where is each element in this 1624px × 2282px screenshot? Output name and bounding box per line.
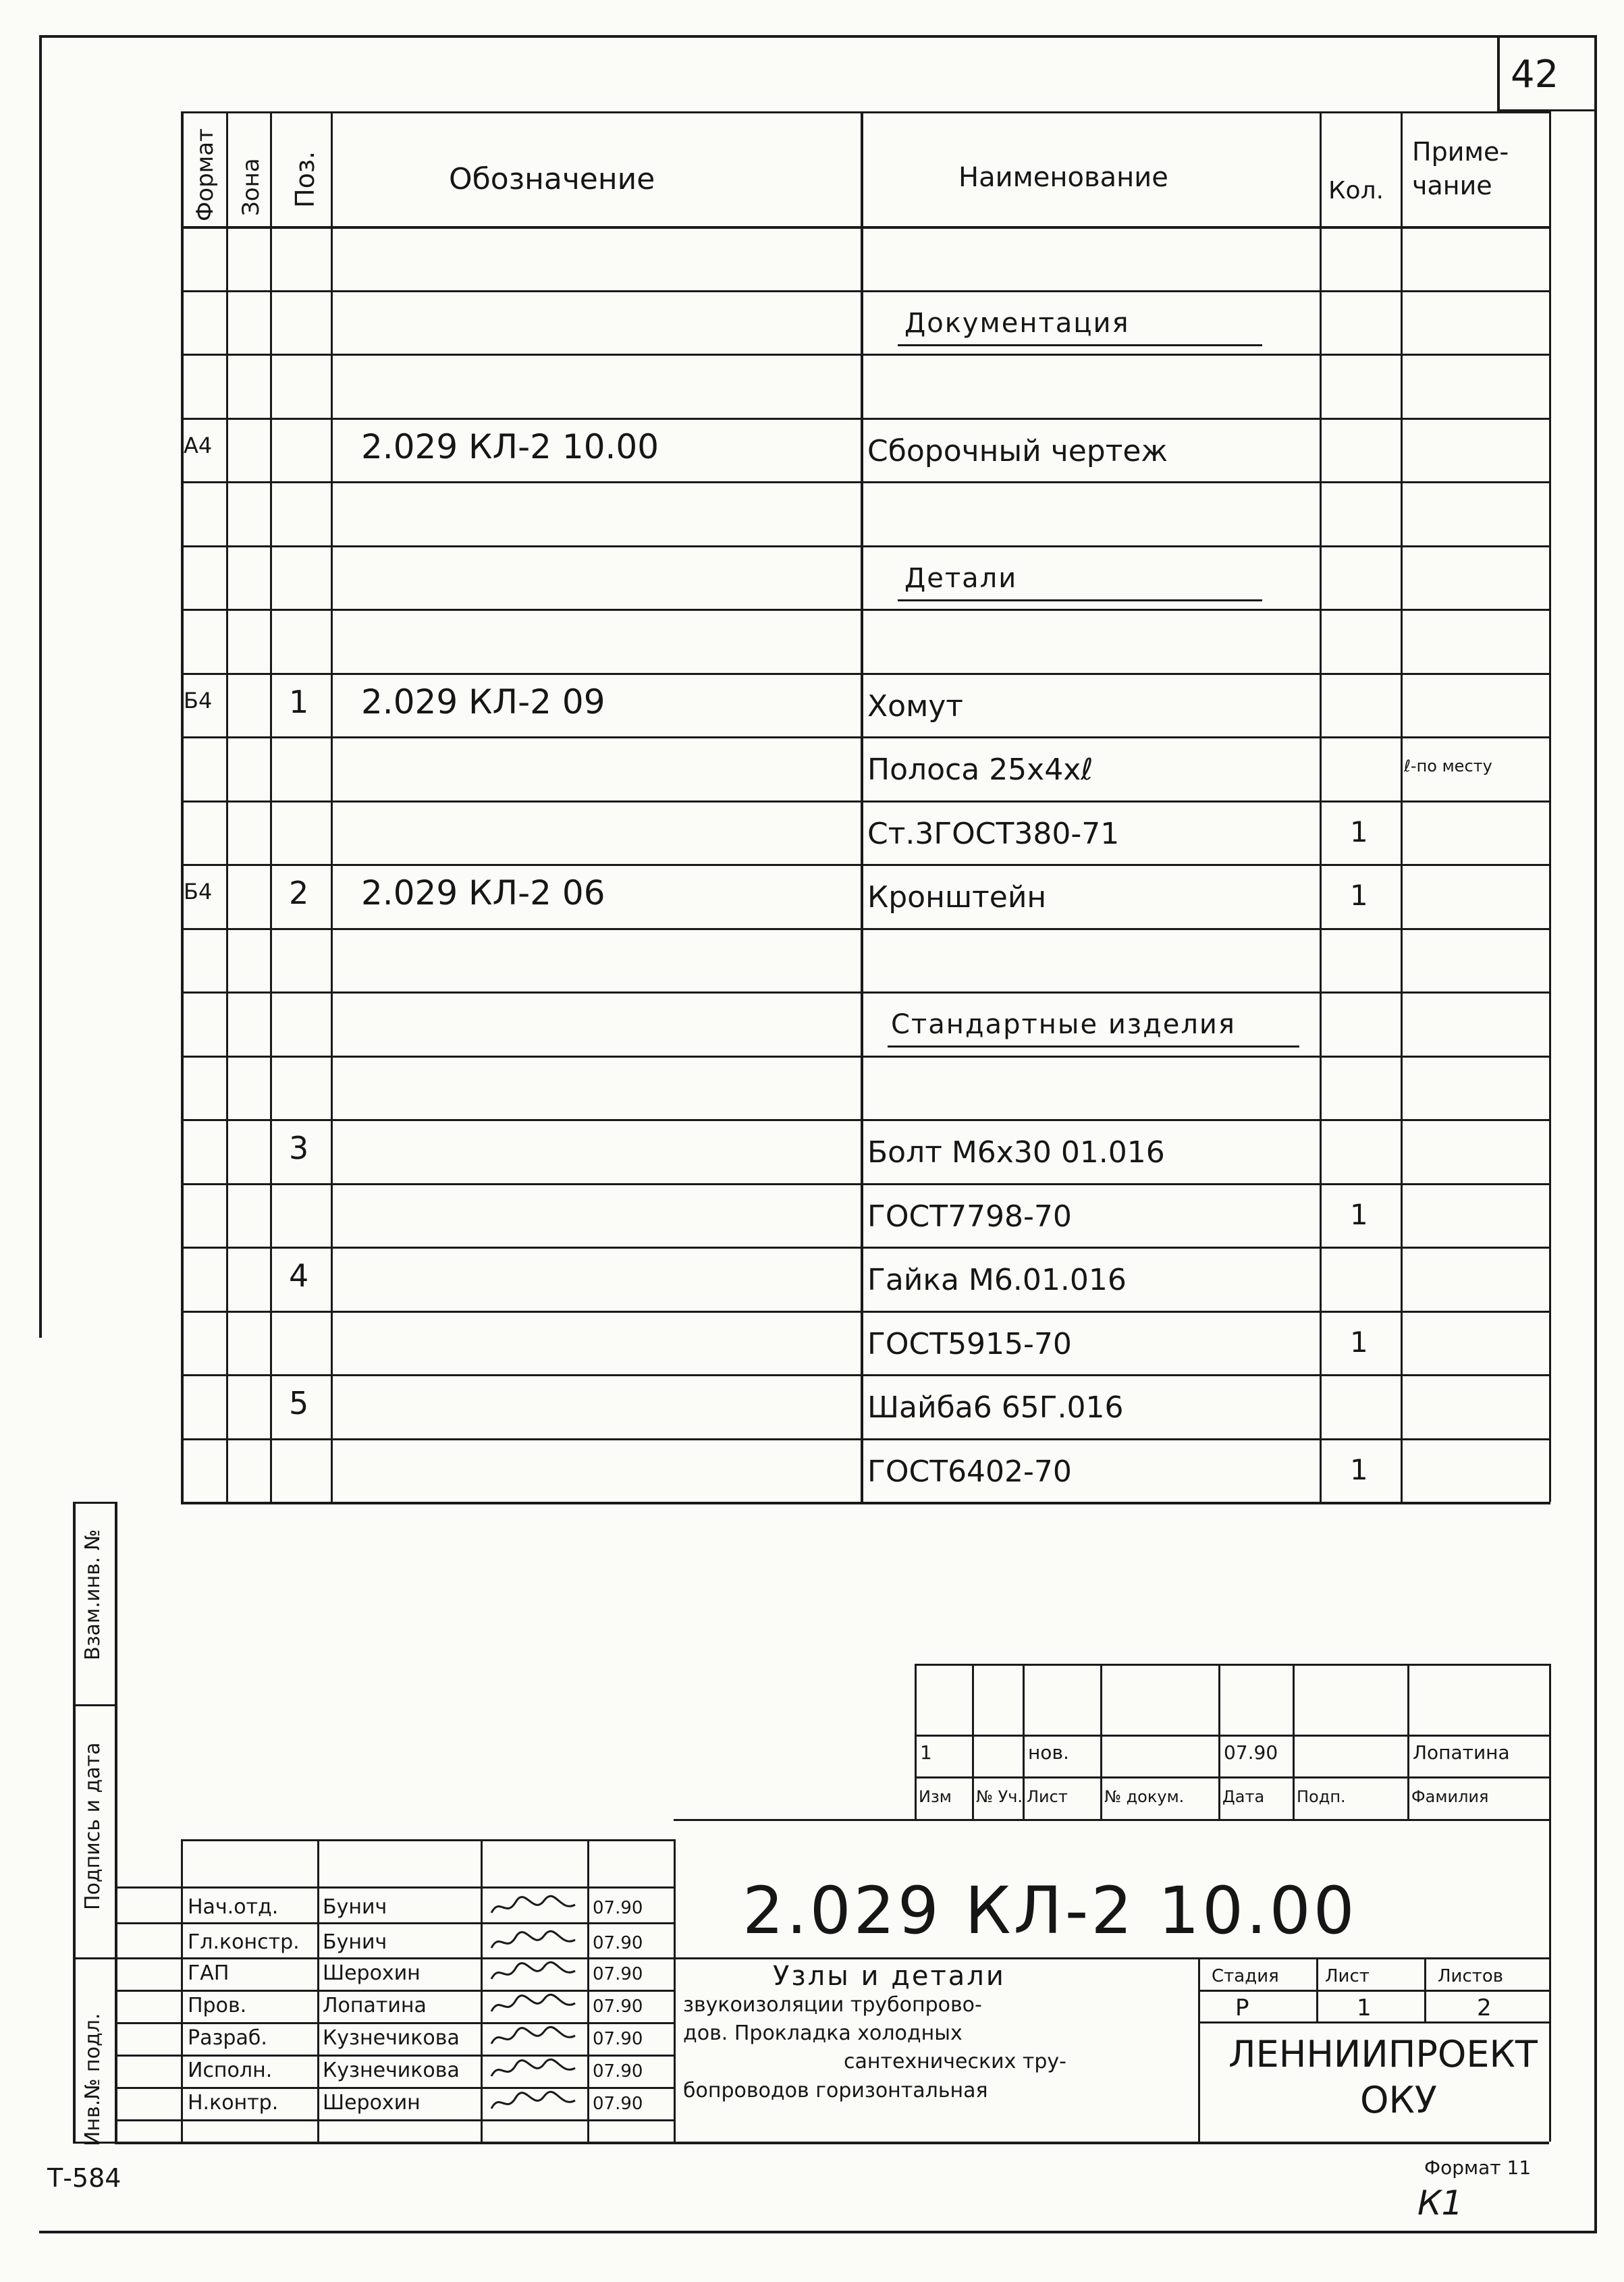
revision-label: Дата <box>1222 1787 1265 1806</box>
revision-col-line <box>1218 1664 1220 1819</box>
sheet-label: Лист <box>1325 1966 1370 1986</box>
sig-col-line <box>587 1839 589 2142</box>
sig-name: Кузнечикова <box>323 2059 460 2082</box>
signature-scribble <box>486 2088 580 2118</box>
row-name: Ст.3ГОСТ380-71 <box>867 816 1120 851</box>
section-underline <box>898 344 1262 346</box>
title-line5: бопроводов горизонтальная <box>683 2079 988 2102</box>
revision-row-line <box>915 1776 1549 1778</box>
revision-col-line <box>1023 1664 1025 1819</box>
row-line <box>181 800 1550 803</box>
margin-top-line <box>73 1502 117 1504</box>
margin-inner-line <box>73 1502 76 2143</box>
row-designation: 2.029 КЛ-2 09 <box>361 682 605 722</box>
row-name: Болт М6х30 01.016 <box>867 1135 1165 1170</box>
row-qty: 1 <box>1350 1325 1368 1359</box>
revision-value: Лопатина <box>1413 1741 1510 1764</box>
row-pos: 5 <box>289 1385 309 1421</box>
footer-left-code: Т-584 <box>47 2163 121 2193</box>
column-line <box>1401 111 1403 1502</box>
sig-role: ГАП <box>188 1961 229 1985</box>
signature-scribble <box>486 2056 580 2086</box>
stage-label: Стадия <box>1212 1966 1279 1986</box>
section-heading: Стандартные изделия <box>891 1009 1236 1040</box>
row-format: А4 <box>184 432 213 458</box>
sheet-value: 1 <box>1357 1994 1372 2021</box>
row-line <box>181 736 1550 738</box>
sig-row-line <box>115 1922 674 1924</box>
footer-format: Формат 11 <box>1424 2156 1532 2179</box>
sig-col-line <box>674 1839 676 2142</box>
row-line <box>181 481 1550 483</box>
signature-scribble <box>486 1959 580 1988</box>
row-line <box>181 354 1550 356</box>
revision-col-line <box>1549 1664 1551 1819</box>
row-line <box>181 928 1550 930</box>
header-designation: Обозначение <box>449 162 655 196</box>
table-top-line <box>181 111 1550 113</box>
row-line <box>181 1438 1550 1440</box>
row-name: ГОСТ6402-70 <box>867 1454 1072 1489</box>
title-bottom-line <box>115 2142 1549 2144</box>
title-mid-line <box>115 1957 1549 1959</box>
header-pos: Поз. <box>290 151 320 208</box>
stage-col-line <box>1198 1957 1200 2142</box>
frame-right <box>1594 35 1597 2233</box>
header-bottom-line <box>181 226 1550 229</box>
sig-date: 07.90 <box>593 2094 643 2114</box>
frame-left <box>39 35 42 1338</box>
row-line <box>181 1374 1550 1376</box>
row-pos: 1 <box>289 683 309 720</box>
margin-sign-date: Подпись и дата <box>81 1742 105 1910</box>
sig-name: Кузнечикова <box>323 2026 460 2050</box>
row-qty: 1 <box>1350 879 1368 912</box>
row-name: Гайка М6.01.016 <box>867 1263 1127 1297</box>
row-line <box>181 1056 1550 1058</box>
sig-row-line <box>115 2022 674 2024</box>
title-top-line <box>181 1839 674 1841</box>
column-line <box>270 111 272 1502</box>
row-line <box>181 609 1550 611</box>
row-line <box>181 290 1550 292</box>
row-line <box>181 864 1550 866</box>
sig-col-line <box>317 1839 319 2142</box>
sig-role: Гл.констр. <box>188 1930 300 1954</box>
row-line <box>181 418 1550 420</box>
sig-date: 07.90 <box>593 2061 643 2082</box>
margin-outer-line <box>115 1502 117 2143</box>
revision-label: № Уч. <box>976 1787 1023 1806</box>
stage-row-line2 <box>1198 2021 1549 2023</box>
stage-value: Р <box>1235 1994 1249 2021</box>
sig-col-line <box>481 1839 483 2142</box>
header-zone: Зона <box>238 158 265 216</box>
revision-col-line <box>915 1664 917 1819</box>
sig-row-line <box>115 1990 674 1992</box>
sig-role: Нач.отд. <box>188 1895 279 1919</box>
revision-label: № докум. <box>1104 1787 1185 1806</box>
row-line <box>181 545 1550 547</box>
row-line <box>181 673 1550 675</box>
row-name: Хомут <box>867 688 963 724</box>
signature-scribble <box>486 1893 580 1922</box>
margin-split-line <box>73 1957 117 1959</box>
row-qty: 1 <box>1350 1452 1368 1486</box>
revision-row-line <box>915 1664 1549 1666</box>
sig-name: Бунич <box>323 1930 387 1954</box>
revision-row-line <box>915 1735 1549 1737</box>
title-top-right-line <box>674 1819 1549 1821</box>
sig-name: Шерохин <box>323 2091 421 2115</box>
org-line1: ЛЕННИИПРОЕКТ <box>1228 2033 1538 2075</box>
row-name: Кронштейн <box>867 880 1047 915</box>
sheet-number: 42 <box>1511 53 1559 97</box>
row-designation: 2.029 КЛ-2 10.00 <box>361 427 659 466</box>
margin-replace-inv: Взам.инв. № <box>81 1529 105 1660</box>
title-line1: Узлы и детали <box>773 1961 1006 1992</box>
row-pos: 3 <box>289 1130 309 1166</box>
row-designation: 2.029 КЛ-2 06 <box>361 873 605 913</box>
section-heading: Документация <box>904 307 1130 339</box>
header-format: Формат <box>192 128 219 221</box>
revision-value: 1 <box>920 1741 932 1764</box>
column-line <box>1320 111 1322 1502</box>
column-line <box>181 111 184 1502</box>
table-bottom-line <box>181 1502 1550 1504</box>
row-pos: 4 <box>289 1257 309 1294</box>
signature-scribble <box>486 1991 580 2021</box>
sheet-box-left <box>1497 35 1500 111</box>
row-name: Шайба6 65Г.016 <box>867 1390 1124 1425</box>
revision-col-line <box>1100 1664 1102 1819</box>
signature-scribble <box>486 2023 580 2053</box>
row-qty: 1 <box>1350 815 1368 848</box>
sig-date: 07.90 <box>593 1964 643 1984</box>
sig-row-line <box>115 2055 674 2057</box>
revision-col-line <box>1293 1664 1295 1819</box>
title-right-line <box>1549 1819 1551 2142</box>
signature-scribble <box>486 1928 580 1957</box>
column-line <box>226 111 228 1502</box>
sig-name: Шерохин <box>323 1961 421 1985</box>
revision-label: Лист <box>1027 1787 1068 1806</box>
header-name: Наименование <box>958 162 1168 193</box>
sig-role: Н.контр. <box>188 2091 279 2115</box>
row-line <box>181 991 1550 994</box>
margin-inv-orig: Инв.№ подл. <box>81 2013 105 2146</box>
sheets-label: Листов <box>1438 1966 1504 1986</box>
revision-col-line <box>1407 1664 1409 1819</box>
title-line2: звукоизоляции трубопрово- <box>683 1993 982 2017</box>
margin-split-line <box>73 1704 117 1706</box>
section-underline <box>888 1045 1299 1048</box>
row-line <box>181 1119 1550 1121</box>
sig-date: 07.90 <box>593 1933 643 1953</box>
column-line <box>861 111 863 1502</box>
sig-role: Исполн. <box>188 2059 273 2082</box>
stage-row-line <box>1198 1990 1549 1992</box>
row-line <box>181 1183 1550 1185</box>
sheets-value: 2 <box>1477 1994 1492 2021</box>
row-line <box>181 1247 1550 1249</box>
sig-name: Бунич <box>323 1895 387 1919</box>
frame-top <box>39 35 1596 38</box>
footer-corner: К1 <box>1417 2183 1463 2223</box>
row-qty: 1 <box>1350 1197 1368 1231</box>
sig-row-line <box>115 2119 674 2121</box>
sig-row-line <box>115 1886 674 1889</box>
sig-date: 07.90 <box>593 1996 643 2017</box>
row-name: Полоса 25х4хℓ <box>867 753 1093 787</box>
row-name: ГОСТ7798-70 <box>867 1199 1072 1234</box>
section-underline <box>898 599 1262 601</box>
sig-role: Пров. <box>188 1994 247 2017</box>
sig-date: 07.90 <box>593 2029 643 2049</box>
revision-col-line <box>972 1664 974 1819</box>
row-name: Сборочный чертеж <box>867 433 1168 468</box>
header-note: Приме- чание <box>1412 137 1509 200</box>
frame-bottom <box>39 2231 1596 2233</box>
row-name: ГОСТ5915-70 <box>867 1326 1072 1361</box>
row-note: ℓ-по месту <box>1404 757 1492 776</box>
sig-col-line <box>181 1839 183 2142</box>
row-format: Б4 <box>184 687 213 713</box>
row-pos: 2 <box>289 875 309 911</box>
revision-label: Фамилия <box>1411 1787 1489 1806</box>
sig-role: Разраб. <box>188 2026 267 2050</box>
title-line4: сантехнических тру- <box>844 2050 1066 2073</box>
sig-date: 07.90 <box>593 1898 643 1918</box>
sig-row-line <box>115 2087 674 2089</box>
column-line <box>331 111 333 1502</box>
doc-code: 2.029 КЛ-2 10.00 <box>742 1873 1357 1949</box>
row-format: Б4 <box>184 879 213 904</box>
revision-label: Подп. <box>1297 1787 1346 1806</box>
org-line2: ОКУ <box>1360 2079 1437 2121</box>
revision-value: 07.90 <box>1224 1741 1278 1764</box>
revision-value: нов. <box>1028 1741 1069 1764</box>
sig-name: Лопатина <box>323 1994 427 2017</box>
row-line <box>181 1311 1550 1313</box>
header-qty: Кол. <box>1328 177 1384 205</box>
title-line3: дов. Прокладка холодных <box>683 2021 963 2045</box>
revision-label: Изм <box>919 1787 952 1806</box>
column-line <box>1549 111 1551 1502</box>
section-heading: Детали <box>904 562 1018 594</box>
